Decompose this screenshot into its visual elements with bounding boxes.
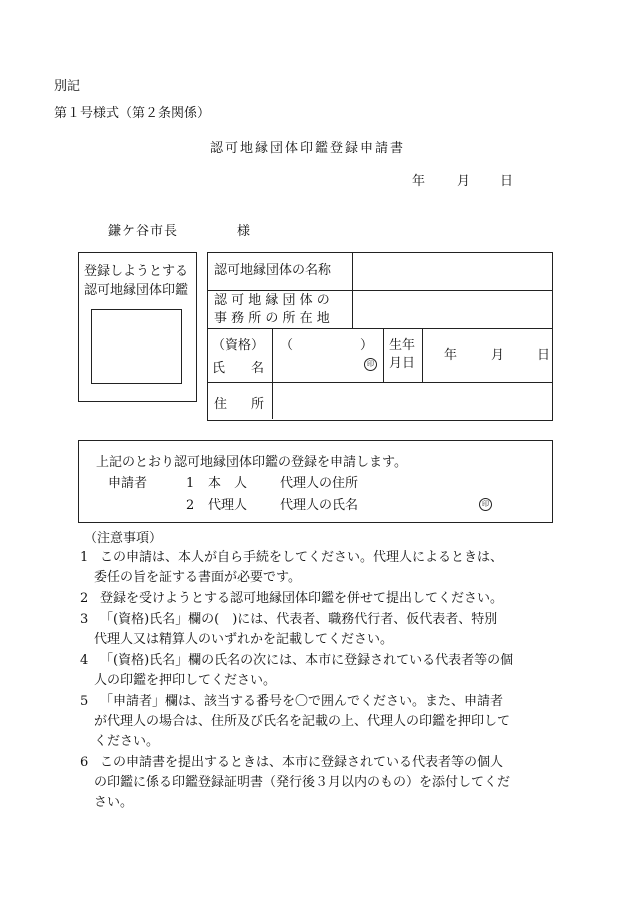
- option2-number[interactable]: 2: [186, 498, 195, 513]
- name-row-label: [212, 357, 264, 376]
- note-item-5: 5 「申請者」欄は、該当する番号を〇で囲んでください。また、申請者 が代理人の場合は、住所及び氏名を記載の上、代理人の印鑑を押印して ください。: [80, 694, 511, 749]
- note-item-3: 3 「(資格)氏名」欄の( )には、代表者、職務代行者、仮代表者、特別 代理人又は精算人のいずれかを記載してください。: [80, 612, 498, 647]
- note-item-6: 6 この申請書を提出するときは、本市に登録されている代表者等の個人 の印鑑に係る印鑑登録証明書（発行後３月以内のもの）を添付してくだ さい。: [80, 755, 511, 810]
- notes-heading: （注意事項）: [84, 531, 163, 546]
- document-title: 認可地縁団体印鑑登録申請書: [210, 141, 406, 156]
- table-col-divider: [272, 328, 273, 419]
- birth-label-line2: 月日: [389, 356, 416, 371]
- seal-box-label-line1: 登録しようとする: [84, 264, 189, 279]
- birth-date-field[interactable]: [424, 331, 550, 381]
- table-col-divider: [352, 252, 353, 329]
- date-line: [412, 175, 532, 189]
- applicant-label: 申請者: [108, 476, 148, 491]
- address-row-label: [214, 393, 264, 412]
- addressee-honorific: 様: [237, 224, 251, 239]
- date-year-unit: 年: [412, 174, 426, 189]
- birth-year-unit: 年: [444, 348, 458, 363]
- table-row-divider: [207, 290, 552, 291]
- qualification-close-paren: ）: [360, 338, 374, 353]
- address-label-char2: 所: [250, 397, 264, 412]
- application-statement: 上記のとおり認可地縁団体印鑑の登録を申請します。: [96, 455, 407, 470]
- seal-impression-area[interactable]: [91, 309, 182, 384]
- address-label-char1: 住: [214, 397, 228, 412]
- name-label-char1: 氏: [212, 361, 226, 376]
- table-row-divider: [207, 328, 552, 329]
- name-label-char2: 名: [250, 361, 264, 376]
- table-col-divider: [422, 328, 423, 383]
- table-row-divider: [207, 382, 552, 383]
- agent-seal-mark: 印: [479, 498, 492, 511]
- table-col-divider: [383, 328, 384, 383]
- org-name-field[interactable]: [354, 254, 549, 289]
- date-month-unit: 月: [457, 174, 471, 189]
- birth-label-line1: 生年: [389, 338, 416, 353]
- birth-month-unit: 月: [491, 348, 505, 363]
- date-day-unit: 日: [500, 174, 514, 189]
- org-name-label: 認可地縁団体の名称: [214, 263, 332, 278]
- office-address-label-line1: 認 可 地 縁 団 体 の: [214, 293, 330, 308]
- addressee-name: 鎌ケ谷市長: [108, 224, 179, 239]
- birth-day-unit: 日: [537, 348, 551, 363]
- option1-number[interactable]: 1: [186, 476, 195, 491]
- note-item-1: 1 この申請は、本人が自ら手続をしてください。代理人によるときは、 委任の旨を証する書面が必要です。: [80, 550, 504, 585]
- representative-seal-mark: 印: [364, 358, 377, 371]
- qualification-open-paren: （: [280, 338, 294, 353]
- qualification-label: （資格）: [212, 338, 265, 353]
- note-item-2: 2 登録を受けようとする認可地縁団体印鑑を併せて提出してください。: [80, 591, 504, 606]
- option2-label: 代理人: [208, 498, 248, 513]
- agent-address-label: 代理人の住所: [280, 476, 359, 491]
- form-number: 第１号様式（第２条関係）: [54, 106, 211, 121]
- office-address-label-line2: 事 務 所 の 所 在 地: [214, 311, 330, 326]
- note-item-4: 4 「(資格)氏名」欄の氏名の次には、本市に登録されている代表者等の個 人の印鑑を押印してください。: [80, 653, 514, 688]
- option1-label: 本 人: [208, 476, 248, 491]
- representative-name-field[interactable]: [274, 331, 381, 381]
- seal-box-label-line2: 認可地縁団体印鑑: [84, 283, 189, 298]
- office-address-field[interactable]: [354, 292, 549, 327]
- appendix-label: 別記: [54, 79, 81, 94]
- representative-address-field[interactable]: [274, 385, 550, 417]
- agent-name-label: 代理人の氏名: [280, 498, 359, 513]
